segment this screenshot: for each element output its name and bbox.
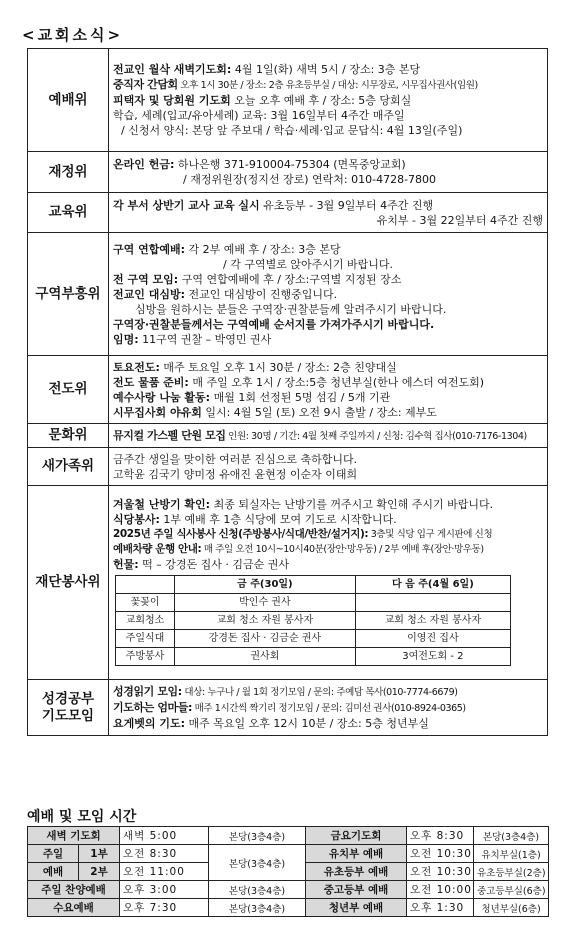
duty-table-row <box>116 648 511 666</box>
section-volunteer <box>28 486 548 680</box>
duty-cell: 교회 청소 자원 봉사자 <box>175 612 356 630</box>
section-newfamily <box>28 448 548 486</box>
section-title: 구역부흥위 <box>28 233 109 356</box>
schedule-name: 주일 찬양예배 <box>28 881 120 899</box>
schedule-place: 본당(3층4층) <box>474 827 549 845</box>
news-line: 전 구역 모임: 구역 연합예배에 후 / 장소:구역별 지정된 장소 <box>113 272 402 286</box>
section-title: 재정위 <box>28 152 109 193</box>
duty-cell: 박인수 권사 <box>175 594 356 612</box>
duty-cell: 강경돈 집사 · 김금순 권사 <box>175 630 356 648</box>
schedule-time: 오후 3:00 <box>120 881 209 899</box>
section-title: 문화위 <box>28 424 109 448</box>
news-line: 구역장·권찰분들께서는 구역예배 순서지를 가져가주시기 바랍니다. <box>113 317 435 331</box>
section-culture <box>28 424 548 448</box>
duty-cell: 교회청소 <box>116 612 175 630</box>
schedule-title: 예배 및 모임 시간 <box>27 809 137 825</box>
schedule-place: 중고등부실(6층) <box>474 881 549 899</box>
section-finance <box>28 152 548 193</box>
schedule-place: 청년부실(6층) <box>474 899 549 917</box>
section-title: 새가족위 <box>28 448 109 486</box>
news-line: / 각 구역별로 앉아주시기 바랍니다. <box>223 257 393 271</box>
schedule-time: 오전 10:00 <box>407 881 474 899</box>
news-line: 온라인 헌금: 하나은행 371-910004-75304 (면목중앙교회) <box>113 158 406 171</box>
duty-header-cell: 금 주(30일) <box>175 576 356 594</box>
section-bible <box>28 680 548 736</box>
schedule-name: 유치부 예배 <box>306 845 407 863</box>
news-line: 금주간 생일을 맞이한 여러분 진심으로 축하합니다. <box>113 452 358 466</box>
schedule-name: 중고등부 예배 <box>306 881 407 899</box>
news-line: / 재정위원장(정지선 장로) 연락처: 010-4728-7800 <box>183 173 437 186</box>
church-news-table <box>27 48 548 736</box>
news-line: 고학윤 김국기 양미정 유애진 윤현정 이순자 이태희 <box>113 467 358 481</box>
duty-cell: 권사회 <box>175 648 356 666</box>
schedule-name: 금요기도회 <box>306 827 407 845</box>
news-line: 요게벳의 기도: 매주 목요일 오후 12시 10분 / 장소: 5층 청년부실 <box>113 717 429 730</box>
duty-header-cell <box>116 576 175 594</box>
schedule-name: 주일 <box>28 845 79 863</box>
section-title: 교육위 <box>28 193 109 233</box>
duty-header-cell: 다 음 주(4월 6일) <box>355 576 510 594</box>
schedule-time: 오후 7:30 <box>120 899 209 917</box>
schedule-place: 본당(3층4층) <box>209 899 306 917</box>
duty-cell: 3여전도회 - 2 <box>355 648 510 666</box>
schedule-row <box>28 845 549 863</box>
duty-table-row <box>116 612 511 630</box>
schedule-row <box>28 899 549 917</box>
news-line: 학습, 세례(입교/유아세례) 교육: 3월 16일부터 4주간 매주일 <box>113 109 405 122</box>
duty-table-row <box>116 630 511 648</box>
schedule-name: 새벽 기도회 <box>28 827 120 845</box>
section-content <box>109 49 548 152</box>
section-content <box>109 424 548 448</box>
section-education <box>28 193 548 233</box>
schedule-subname: 2부 <box>79 863 120 881</box>
schedule-table <box>27 826 549 917</box>
news-line: 식당봉사: 1부 예배 후 1층 식당에 모여 기도로 시작합니다. <box>113 513 397 526</box>
page-title: <교회소식> <box>22 26 124 44</box>
duty-table-header <box>116 576 511 594</box>
schedule-time: 오후 1:30 <box>407 899 474 917</box>
news-line: 중직자 간담회 오후 1시 30분 / 장소: 2층 유초등부실 / 대상: 시무장로, 시무집사권사(임원) <box>113 78 478 91</box>
schedule-time: 새벽 5:00 <box>120 827 209 845</box>
schedule-time: 오후 8:30 <box>407 827 474 845</box>
schedule-name: 수요예배 <box>28 899 120 917</box>
schedule-place: 유초등부실(2층) <box>474 863 549 881</box>
schedule-row <box>28 881 549 899</box>
news-line: 유치부 - 3월 22일부터 4주간 진행 <box>376 213 543 227</box>
service-duty-table <box>115 575 511 666</box>
news-line: 전도 물품 준비: 매 주일 오후 1시 / 장소:5층 청년부실(한나 에스더 여전도회) <box>113 375 485 389</box>
duty-cell: 꽃꽂이 <box>116 594 175 612</box>
news-line: 뮤지컬 가스펠 단원 모집 인원: 30명 / 기간: 4월 첫째 주일까지 / 신청: 김수혁 집사(010-7176-1304) <box>113 428 527 442</box>
news-line: 토요전도: 매주 토요일 오후 1시 30분 / 장소: 2층 친양대실 <box>113 360 397 374</box>
news-line: 2025년 주일 식사봉사 신청(주방봉사/식대/반찬/설거지): 3층및 식당 입구 게시판에 신청 <box>113 528 493 540</box>
schedule-place: 본당(3층4층) <box>209 845 306 881</box>
schedule-place: 본당(3층4층) <box>209 881 306 899</box>
news-line: 구역 연합예배: 각 2부 예배 후 / 장소: 3층 본당 <box>113 242 341 256</box>
news-line: 겨울철 난방기 확인: 최종 퇴실자는 난방기를 꺼주시고 확인해 주시기 바랍니다. <box>113 498 494 511</box>
duty-cell: 교회 청소 자원 봉사자 <box>355 612 510 630</box>
news-line: 시무집사회 야유회 일시: 4월 5일 (토) 오전 9시 출발 / 장소: 제부도 <box>113 405 437 419</box>
news-line: 예배차량 운행 안내: 매 주일 오전 10시~10시40분(장안·망우동) / 2부 예배 후(장안·망우동) <box>113 543 484 555</box>
schedule-name: 유초등부 예배 <box>306 863 407 881</box>
news-line: 피택자 및 당회원 기도회 오늘 오후 예배 후 / 장소: 5층 당회실 <box>113 94 412 107</box>
schedule-place: 유치부실(1층) <box>474 845 549 863</box>
news-line: / 신청서 양식: 본당 앞 주보대 / 학습·세례·입교 문답식: 4월 13일(주일) <box>121 124 463 137</box>
schedule-time: 오전 8:30 <box>120 845 209 863</box>
section-evangelism <box>28 356 548 424</box>
section-content <box>109 152 548 193</box>
section-title: 재단봉사위 <box>28 486 109 680</box>
news-line: 전교인 대심방: 전교인 대심방이 진행중입니다. <box>113 287 338 301</box>
schedule-time: 오전 10:30 <box>407 845 474 863</box>
section-title: 예배위 <box>28 49 109 152</box>
duty-cell: 주방봉사 <box>116 648 175 666</box>
news-line: 성경읽기 모임: 대상: 누구나 / 월 1회 정기모임 / 문의: 주예담 목사(010-7774-6679) <box>113 685 458 698</box>
schedule-row <box>28 827 549 845</box>
section-content <box>109 448 548 486</box>
news-line: 헌물: 떡 – 강경돈 집사 · 김금순 권사 <box>113 558 290 571</box>
section-content <box>109 233 548 356</box>
section-title: 전도위 <box>28 356 109 424</box>
duty-cell: 이영진 집사 <box>355 630 510 648</box>
section-district <box>28 233 548 356</box>
schedule-subname: 1부 <box>79 845 120 863</box>
news-line: 심방을 원하시는 분들은 구역장·권찰분들께 알려주시기 바랍니다. <box>135 302 447 316</box>
section-content <box>109 193 548 233</box>
news-line: 각 부서 상반기 교사 교육 실시 유초등부 - 3월 9일부터 4주간 진행 <box>113 198 434 212</box>
news-line: 임명: 11구역 권찰 – 박영민 권사 <box>113 332 272 346</box>
duty-cell <box>355 594 510 612</box>
section-title: 성경공부 기도모임 <box>28 680 109 736</box>
schedule-place: 본당(3층4층) <box>209 827 306 845</box>
schedule-time: 오전 10:30 <box>407 863 474 881</box>
schedule-name: 청년부 예배 <box>306 899 407 917</box>
duty-cell: 주일식대 <box>116 630 175 648</box>
news-line: 전교인 월삭 새벽기도회: 4월 1일(화) 새벽 5시 / 장소: 3층 본당 <box>113 63 421 76</box>
section-content <box>109 356 548 424</box>
schedule-time: 오전 11:00 <box>120 863 209 881</box>
news-line: 예수사랑 나눔 활동: 매월 1회 선정된 5명 섬김 / 5개 기관 <box>113 390 391 404</box>
section-content <box>109 486 548 680</box>
duty-table-row <box>116 594 511 612</box>
news-line: 기도하는 엄마들: 매주 1시간씩 짝기리 정기모임 / 문의: 김미선 권사(010-8924-0365) <box>113 701 466 714</box>
section-worship <box>28 49 548 152</box>
section-content <box>109 680 548 736</box>
schedule-name: 예배 <box>28 863 79 881</box>
